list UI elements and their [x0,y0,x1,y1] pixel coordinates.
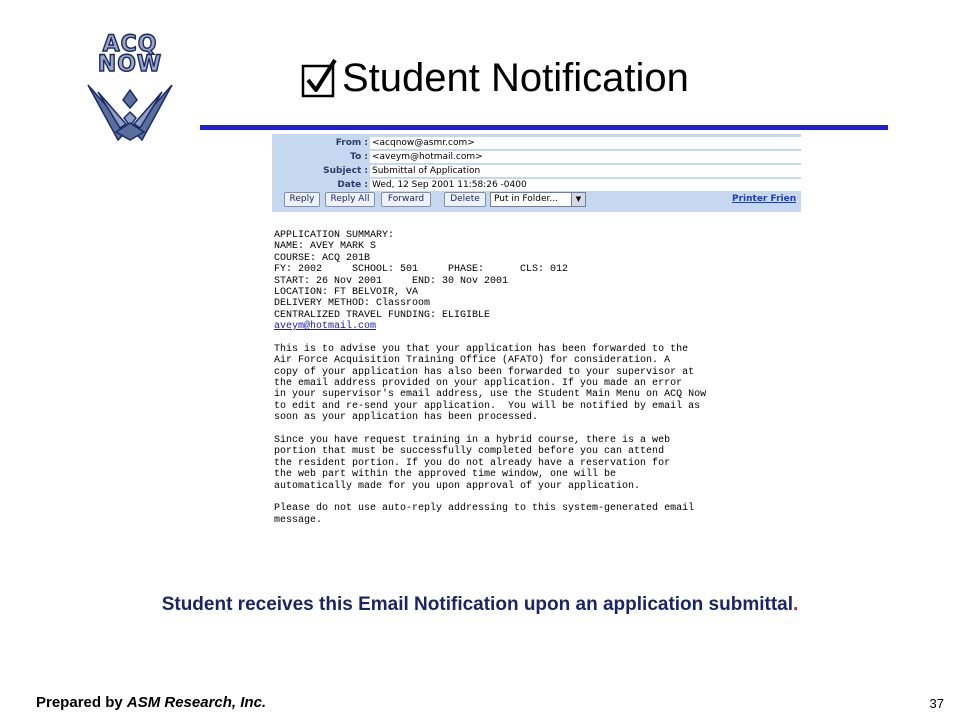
body-line: COURSE: ACQ 201B [274,252,371,264]
caption-text-wrap [162,594,799,616]
footer-company: ASM Research, Inc. [126,694,267,711]
folder-select[interactable] [490,192,586,207]
slide-caption [0,594,960,616]
date-value: Wed, 12 Sep 2001 11:58:26 -0400 [370,179,801,191]
acq-now-logo [80,30,180,150]
body-line: portion that must be successfully completed before you can attend [274,446,665,458]
body-line: NAME: AVEY MARK S [274,241,377,253]
logo-text-now: NOW [97,52,163,77]
printer-friendly-link[interactable]: Printer Frien [732,194,797,204]
header-row-to [272,150,801,164]
body-line [274,424,799,435]
footer-prefix: Prepared by [36,694,127,711]
caption-period: . [793,594,799,615]
title-divider [200,125,888,130]
body-line: message. [274,514,323,526]
logo-text-acq: ACQ [102,32,158,57]
delete-button[interactable]: Delete [444,192,486,207]
email-screenshot [272,134,801,554]
body-line: to edit and re-send your application. You will be notified by email as [274,400,701,412]
body-line: automatically made for you upon approval of your application. [274,480,641,492]
email-address-link[interactable]: aveym@hotmail.com [274,321,377,333]
from-value: <acqnow@asmr.com> [370,137,801,149]
reply-button[interactable]: Reply [284,192,320,207]
date-label: Date : [337,180,368,190]
header-row-subject [272,164,801,178]
to-label: To : [350,152,368,162]
to-value: <aveym@hotmail.com> [370,151,801,163]
reply-all-button[interactable]: Reply All [325,192,375,207]
body-line: the web part within the approved time window, one will be [274,469,617,481]
body-line [274,492,799,503]
folder-select-value: Put in Folder... [494,194,558,204]
title-bar [300,50,689,106]
email-body [274,230,799,526]
body-line: APPLICATION SUMMARY: [274,230,395,241]
body-line: LOCATION: FT BELVOIR, VA [274,286,419,298]
body-line: the resident portion. If you do not already have a reservation for [274,457,671,469]
body-line: Since you have request training in a hybrid course, there is a web [274,435,671,447]
body-line: CENTRALIZED TRAVEL FUNDING: ELIGIBLE [274,309,491,321]
chevron-down-icon[interactable]: ▼ [571,193,585,206]
body-line: Air Force Acquisition Training Office (AFATO) for consideration. A [274,355,671,367]
checkbox-checked-icon [300,56,338,100]
body-line: the email address provided on your application. If you made an error [274,378,683,390]
header-row-date [272,178,801,192]
header-row-from [272,136,801,150]
air-force-wings-icon [80,30,180,150]
body-line: This is to advise you that your application has been forwarded to the [274,343,689,355]
email-header [272,134,801,212]
subject-label: Subject : [323,166,368,176]
body-line [274,333,799,344]
forward-button[interactable]: Forward [381,192,431,207]
page-number: 37 [929,696,944,711]
body-line: FY: 2002 SCHOOL: 501 PHASE: CLS: 012 [274,264,569,276]
slide-title: Student Notification [342,55,689,100]
body-line: Please do not use auto-reply addressing to this system-generated email [274,503,695,515]
body-line: DELIVERY METHOD: Classroom [274,298,431,310]
body-line: in your supervisor's email address, use the Student Main Menu on ACQ Now [274,389,707,401]
from-label: From : [335,138,368,148]
body-line: copy of your application has also been forwarded to your supervisor at [274,366,695,378]
body-line: soon as your application has been processed. [274,412,539,424]
footer-credit [36,694,266,711]
body-line: START: 26 Nov 2001 END: 30 Nov 2001 [274,275,509,287]
caption-text: Student receives this Email Notification upon an application submittal [161,594,794,615]
subject-value: Submittal of Application [370,165,801,177]
